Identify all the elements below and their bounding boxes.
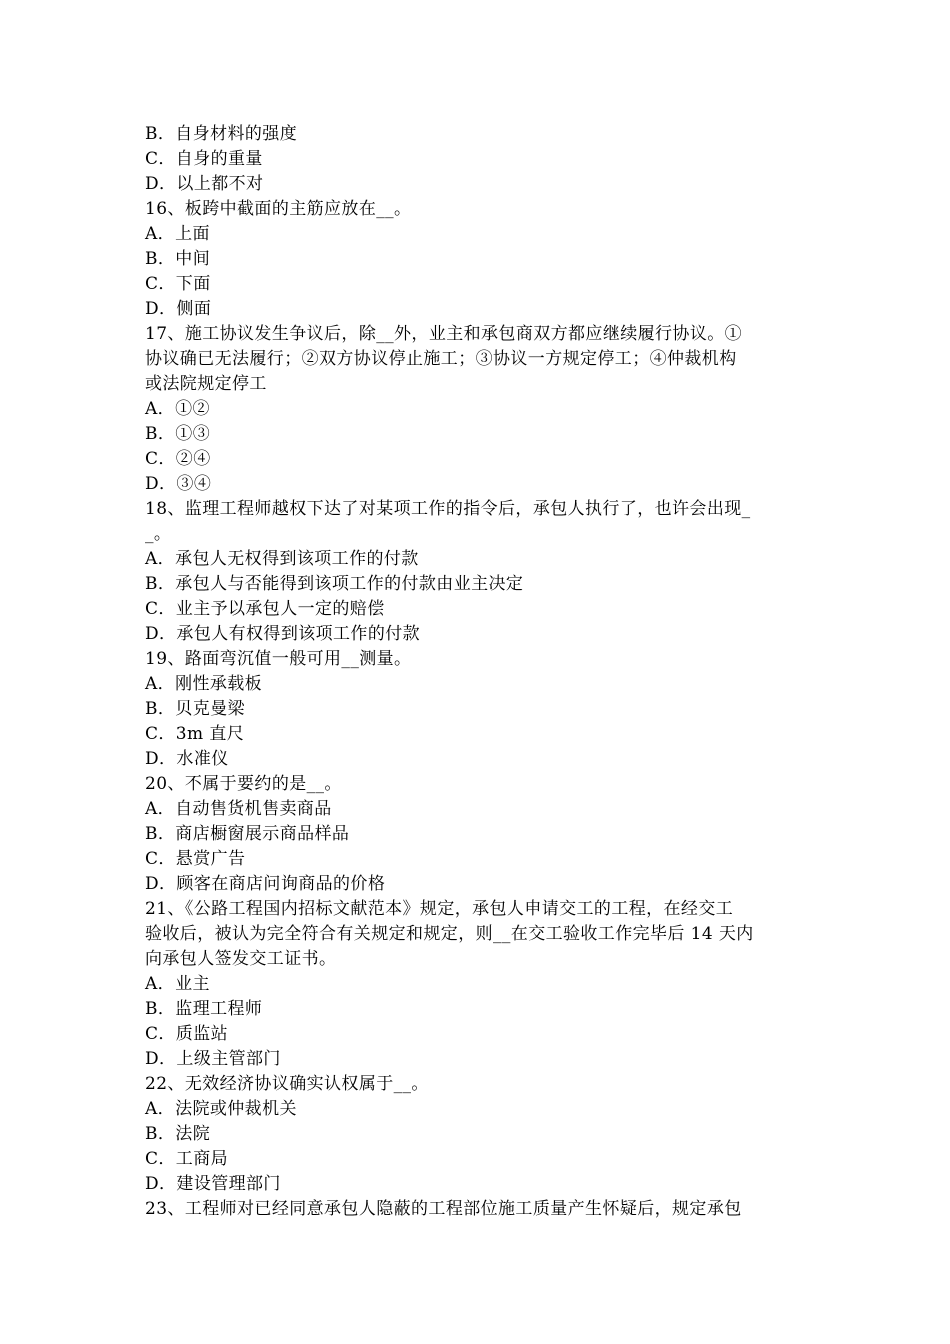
text-line: A．刚性承载板	[145, 674, 263, 694]
text-line: B．贝克曼梁	[145, 699, 245, 719]
text-line: 20、不属于要约的是__。	[145, 774, 342, 794]
text-line: B．承包人与否能得到该项工作的付款由业主决定	[145, 574, 524, 594]
text-line: D．建设管理部门	[145, 1174, 281, 1194]
text-line: D．上级主管部门	[145, 1049, 281, 1069]
text-line: 协议确已无法履行；②双方协议停止施工；③协议一方规定停工；④仲裁机构	[145, 349, 737, 369]
text-line: D．以上都不对	[145, 174, 264, 194]
text-line: B．自身材料的强度	[145, 124, 298, 144]
text-line: C．质监站	[145, 1024, 229, 1044]
text-line: 19、路面弯沉值一般可用__测量。	[145, 649, 412, 669]
text-line: 16、板跨中截面的主筋应放在__。	[145, 199, 412, 219]
text-line: B．法院	[145, 1124, 211, 1144]
text-line: A．业主	[145, 974, 210, 994]
text-line: D．承包人有权得到该项工作的付款	[145, 624, 421, 644]
text-line: D．顾客在商店问询商品的价格	[145, 874, 386, 894]
text-line: B．①③	[145, 424, 211, 444]
text-line: 18、监理工程师越权下达了对某项工作的指令后，承包人执行了，也许会出现_	[145, 499, 751, 519]
text-line: 17、施工协议发生争议后，除__外，业主和承包商双方都应继续履行协议。①	[145, 324, 743, 344]
text-line: D．③④	[145, 474, 212, 494]
text-line: B．商店橱窗展示商品样品	[145, 824, 350, 844]
text-line: B．监理工程师	[145, 999, 263, 1019]
text-line: 22、无效经济协议确实认权属于__。	[145, 1074, 429, 1094]
text-line: D．水准仪	[145, 749, 229, 769]
text-line: A．承包人无权得到该项工作的付款	[145, 549, 419, 569]
text-line: C．下面	[145, 274, 211, 294]
text-line: C．②④	[145, 449, 211, 469]
text-line: _。	[145, 524, 172, 544]
text-line: C．3m 直尺	[145, 724, 245, 744]
text-line: D．侧面	[145, 299, 212, 319]
text-line: A．上面	[145, 224, 210, 244]
text-line: A．法院或仲裁机关	[145, 1099, 297, 1119]
document-page	[145, 122, 811, 1222]
text-line: B．中间	[145, 249, 211, 269]
text-line: C．自身的重量	[145, 149, 263, 169]
text-line: C．工商局	[145, 1149, 229, 1169]
text-line: 向承包人签发交工证书。	[145, 949, 337, 969]
text-line: A．①②	[145, 399, 210, 419]
text-line: 验收后，被认为完全符合有关规定和规定，则__在交工验收工作完毕后 14 天内	[145, 924, 754, 944]
text-line: 或法院规定停工	[145, 374, 267, 394]
text-line: 21、《公路工程国内招标文献范本》规定，承包人申请交工的工程，在经交工	[145, 899, 734, 919]
text-line: C．业主予以承包人一定的赔偿	[145, 599, 385, 619]
text-line: C．悬赏广告	[145, 849, 246, 869]
text-line: A．自动售货机售卖商品	[145, 799, 332, 819]
text-line: 23、工程师对已经同意承包人隐蔽的工程部位施工质量产生怀疑后，规定承包	[145, 1199, 742, 1219]
